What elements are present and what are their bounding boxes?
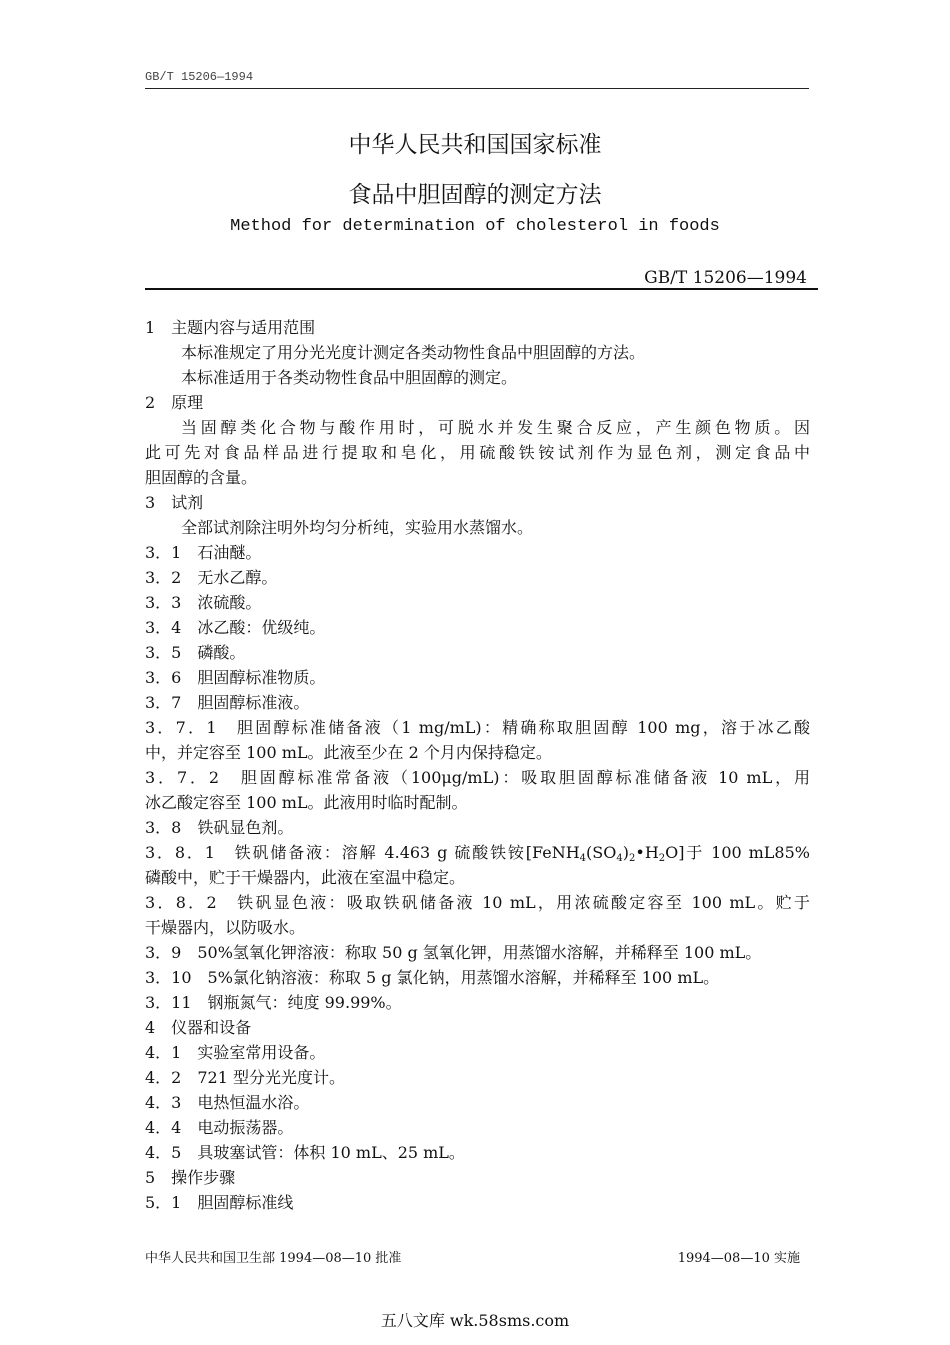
clause-item: 3．7．1 胆固醇标准储备液（1 mg/mL)：精确称取胆固醇 100 mg，溶于冰乙酸 — [145, 718, 810, 737]
document-title-english: Method for determination of cholesterol in foods — [230, 217, 720, 236]
formula-text: 3．8．1 铁矾储备液：溶解 4.463 g 硫酸铁铵[FeNH — [145, 843, 580, 862]
document-title-national-standard: 中华人民共和国国家标准 — [348, 132, 602, 158]
clause-item: 3．1 石油醚。 — [145, 543, 262, 562]
clause-item: 3．11 钢瓶氮气：纯度 99.99%。 — [145, 993, 402, 1012]
formula-subscript: 2 — [658, 853, 666, 864]
clause-item: 3．10 5%氯化钠溶液：称取 5 g 氯化钠，用蒸馏水溶解，并稀释至 100 mL。 — [145, 968, 720, 987]
clause-item: 4．4 电动振荡器。 — [145, 1118, 294, 1137]
clause-item: 4．5 具玻塞试管：体积 10 mL、25 mL。 — [145, 1143, 465, 1162]
standard-number: GB/T 15206—1994 — [644, 268, 807, 288]
clause-item: 3．9 50%氢氧化钾溶液：称取 50 g 氢氧化钾，用蒸馏水溶解，并稀释至 100 mL。 — [145, 943, 762, 962]
header-standard-code: GB/T 15206—1994 — [145, 70, 254, 84]
clause-item-formula — [145, 840, 810, 865]
formula-subscript: 2 — [629, 853, 636, 864]
paragraph-line: 磷酸中，贮于干燥器内，此液在室温中稳定。 — [145, 868, 466, 887]
formula-subscript: 4 — [616, 853, 623, 864]
section-heading: 3 试剂 — [145, 493, 204, 512]
paragraph-line: 全部试剂除注明外均匀分析纯，实验用水蒸馏水。 — [181, 518, 534, 537]
header-rule — [145, 88, 809, 89]
clause-item: 3．4 冰乙酸：优级纯。 — [145, 618, 326, 637]
document-body — [145, 315, 810, 1215]
formula-text: ) — [622, 843, 629, 862]
clause-item: 3．8．2 铁矾显色液：吸取铁矾储备液 10 mL，用浓硫酸定容至 100 mL。贮于 — [145, 893, 810, 912]
paragraph-line: 中，并定容至 100 mL。此液至少在 2 个月内保持稳定。 — [145, 743, 552, 762]
clause-item: 4．2 721 型分光光度计。 — [145, 1068, 345, 1087]
section-heading: 4 仪器和设备 — [145, 1018, 252, 1037]
document-title: 食品中胆固醇的测定方法 — [348, 182, 602, 208]
paragraph-line: 当固醇类化合物与酸作用时，可脱水并发生聚合反应，产生颜色物质。因 — [181, 418, 810, 437]
footer-implementation-date: 1994—08—10 实施 — [677, 1251, 800, 1266]
paragraph-line: 胆固醇的含量。 — [145, 468, 258, 487]
paragraph-line: 此可先对食品样品进行提取和皂化，用硫酸铁铵试剂作为显色剂，测定食品中 — [145, 443, 810, 462]
title-rule — [145, 288, 818, 290]
clause-item: 5．1 胆固醇标准线 — [145, 1193, 294, 1212]
clause-item: 3．3 浓硫酸。 — [145, 593, 262, 612]
clause-item: 3．2 无水乙醇。 — [145, 568, 278, 587]
paragraph-line: 干燥器内，以防吸水。 — [145, 918, 306, 937]
section-heading: 5 操作步骤 — [145, 1168, 236, 1187]
formula-text: (SO — [586, 843, 617, 862]
clause-item: 3．8 铁矾显色剂。 — [145, 818, 294, 837]
footer-approval: 中华人民共和国卫生部 1994—08—10 批准 — [145, 1251, 402, 1266]
formula-text: O]于 100 mL85% — [665, 843, 810, 862]
clause-item: 3．5 磷酸。 — [145, 643, 246, 662]
clause-item: 4．3 电热恒温水浴。 — [145, 1093, 310, 1112]
watermark-text: 五八文库 wk.58sms.com — [380, 1311, 570, 1330]
clause-item: 3．6 胆固醇标准物质。 — [145, 668, 326, 687]
section-heading: 2 原理 — [145, 393, 204, 412]
paragraph-line: 本标准适用于各类动物性食品中胆固醇的测定。 — [181, 368, 518, 387]
section-heading: 1 主题内容与适用范围 — [145, 318, 316, 337]
clause-item: 3．7 胆固醇标准液。 — [145, 693, 310, 712]
clause-item: 3．7．2 胆固醇标准常备液（100μg/mL)：吸取胆固醇标准储备液 10 mL，用 — [145, 768, 810, 787]
formula-text: •H — [635, 843, 659, 862]
paragraph-line: 本标准规定了用分光光度计测定各类动物性食品中胆固醇的方法。 — [181, 343, 646, 362]
clause-item: 4．1 实验室常用设备。 — [145, 1043, 326, 1062]
formula-subscript: 4 — [579, 853, 587, 864]
paragraph-line: 冰乙酸定容至 100 mL。此液用时临时配制。 — [145, 793, 468, 812]
